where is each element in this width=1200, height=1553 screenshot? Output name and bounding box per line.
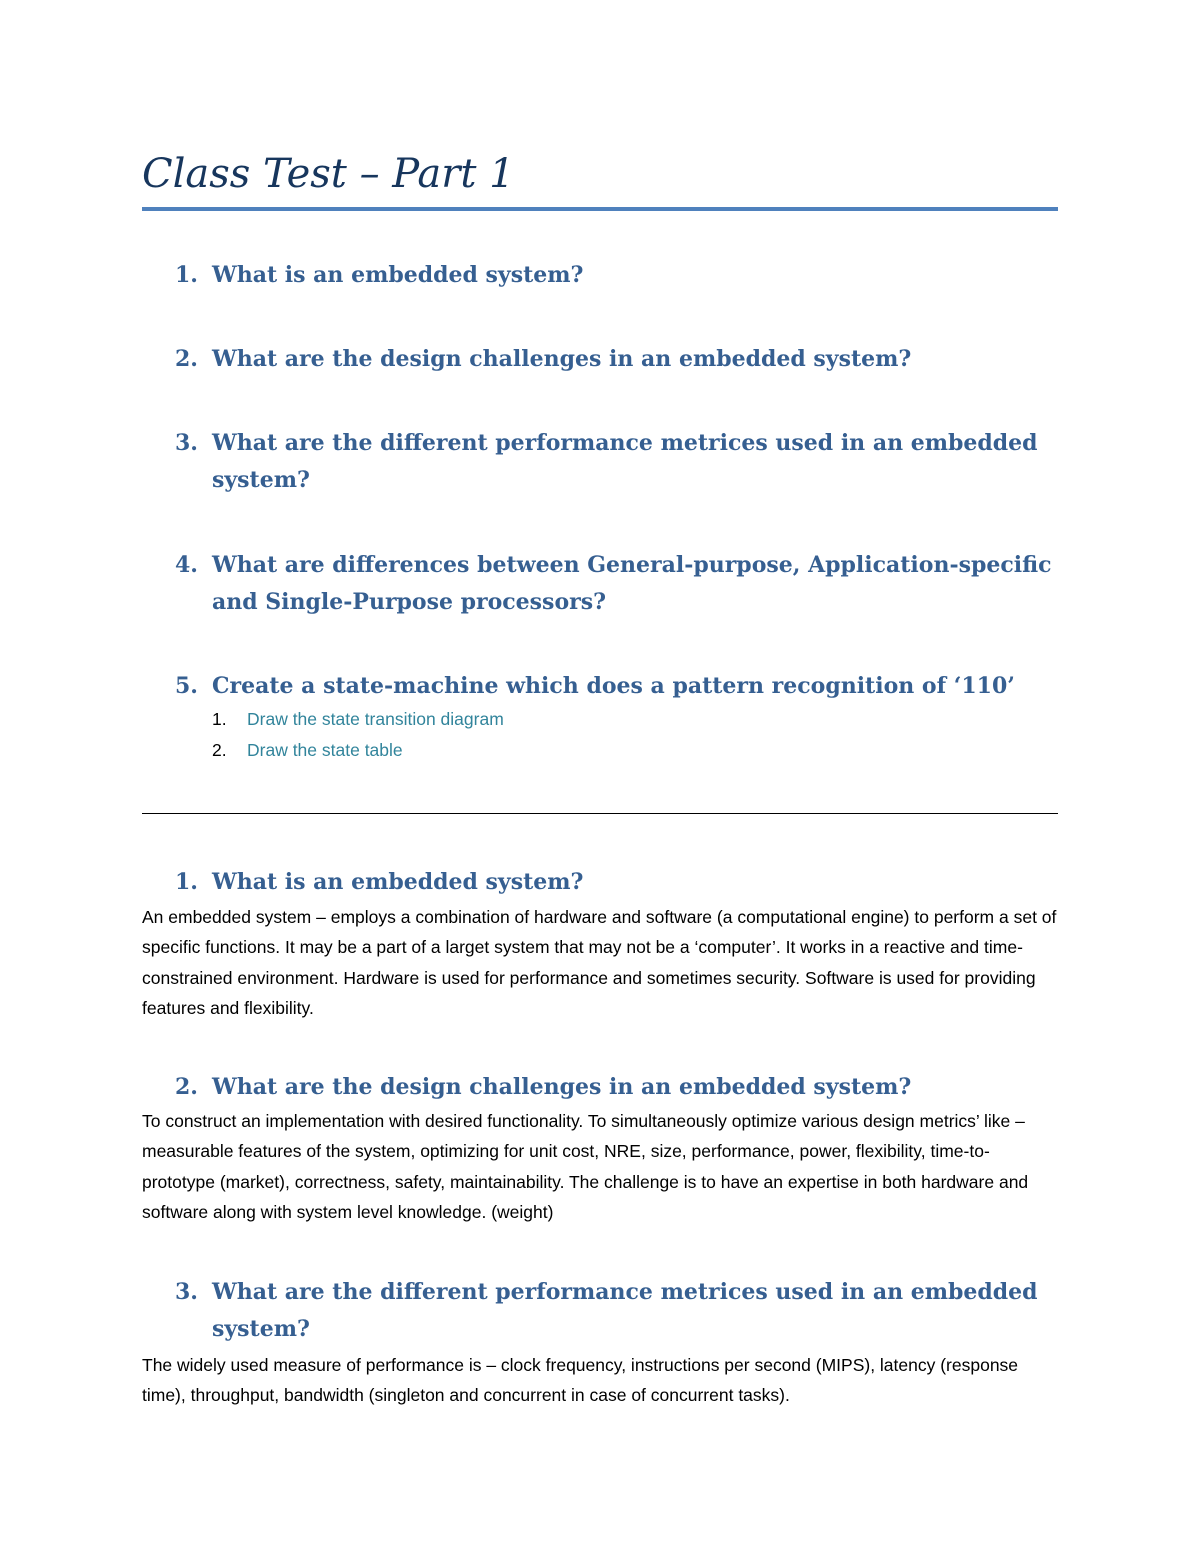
question-item-2 <box>175 341 1065 378</box>
question-item-3 <box>175 425 1065 499</box>
answer-body-2: To construct an implementation with desired functionality. To simultaneously optimize various design metrics’ like – measurable features of the system, optimizing for unit cost, NRE, size, performance, power, flexibility, time-to-prototype (market), correctness, safety, maintainability. The challenge is to have an expertise in both hardware and software along with system level knowledge. (weight) <box>142 1111 1029 1222</box>
title-underline <box>142 207 1058 211</box>
question-number: 3. <box>175 430 198 456</box>
question-text: What is an embedded system? <box>212 262 584 288</box>
answer-heading-text: What are the different performance metrices used in an embedded system? <box>212 1279 1038 1342</box>
question-text: What are differences between General-purpose, Application-specific and Single-Purpose processors? <box>212 552 1052 615</box>
question-text: What are the design challenges in an embedded system? <box>212 346 912 372</box>
answer-body-3: The widely used measure of performance is – clock frequency, instructions per second (MIPS), latency (response time), throughput, bandwidth (singleton and concurrent in case of concurrent tasks). <box>142 1355 1019 1406</box>
answer-number: 1. <box>175 869 198 895</box>
question-item-1 <box>175 257 1065 294</box>
answer-heading-2 <box>175 1069 1065 1106</box>
answer-heading-text: What are the design challenges in an embedded system? <box>212 1074 912 1100</box>
subquestion-item-1 <box>212 707 504 731</box>
question-text: What are the different performance metrices used in an embedded system? <box>212 430 1038 493</box>
question-number: 5. <box>175 673 198 699</box>
subquestion-text: Draw the state table <box>247 740 403 760</box>
subquestion-number: 2. <box>212 740 227 760</box>
answer-heading-1 <box>175 864 1065 901</box>
subquestion-text: Draw the state transition diagram <box>247 709 504 729</box>
answer-heading-3 <box>175 1274 1065 1348</box>
question-number: 1. <box>175 262 198 288</box>
answer-body-1: An embedded system – employs a combination of hardware and software (a computational engine) to perform a set of specific functions. It may be a part of a larget system that may not be a ‘computer’. It works in a reactive and time-constrained environment. Hardware is used for performance and sometimes security. Software is used for providing features and flexibility. <box>142 907 1057 1018</box>
question-item-5 <box>175 668 1065 705</box>
question-item-4 <box>175 547 1065 621</box>
question-number: 4. <box>175 552 198 578</box>
question-number: 2. <box>175 346 198 372</box>
answer-number: 3. <box>175 1279 198 1305</box>
answer-number: 2. <box>175 1074 198 1100</box>
question-text: Create a state-machine which does a pattern recognition of ‘110’ <box>212 673 1015 699</box>
section-divider <box>142 813 1058 814</box>
subquestion-number: 1. <box>212 709 227 729</box>
page-title: Class Test – Part 1 <box>142 151 515 197</box>
subquestion-item-2 <box>212 738 403 762</box>
answer-heading-text: What is an embedded system? <box>212 869 584 895</box>
